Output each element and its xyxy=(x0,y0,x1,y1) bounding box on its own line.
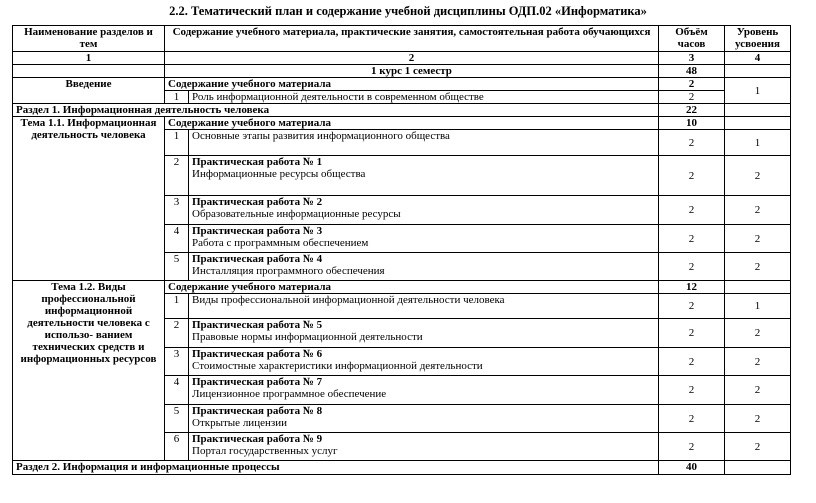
col-number-1: 1 xyxy=(13,52,165,65)
header-col3: Объём часов xyxy=(659,26,725,52)
topic12-name: Тема 1.2. Виды профессиональной информационной деятельности человека с использо- ванием технических средств и информационных ресурсов xyxy=(13,281,165,461)
topic11-content-label: Содержание учебного материала xyxy=(165,117,659,130)
item-text: Виды профессиональной информационной деятельности человека xyxy=(189,294,659,319)
intro-content-label: Содержание учебного материала xyxy=(165,78,659,91)
item-text: Открытые лицензии xyxy=(192,417,287,429)
item-hours: 2 xyxy=(659,376,725,405)
item-text: Роль информационной деятельности в современном обществе xyxy=(189,91,659,104)
item-text: Основные этапы развития информационного общества xyxy=(189,130,659,156)
section1-row xyxy=(13,104,791,117)
topic11-content-row xyxy=(13,117,791,130)
topic11-hours: 10 xyxy=(659,117,725,130)
item-hours: 2 xyxy=(659,253,725,281)
thematic-plan-table xyxy=(12,25,791,475)
item-number: 4 xyxy=(165,376,189,405)
header-col4: Уровень усвоения xyxy=(725,26,791,52)
section2-label: Раздел 2. Информация и информационные процессы xyxy=(13,461,659,475)
topic12-content-label: Содержание учебного материала xyxy=(165,281,659,294)
item-number: 1 xyxy=(165,130,189,156)
intro-hours: 2 xyxy=(659,78,725,91)
section2-row xyxy=(13,461,791,475)
item-number: 4 xyxy=(165,225,189,253)
col-number-2: 2 xyxy=(165,52,659,65)
item-hours: 2 xyxy=(659,319,725,348)
item-level: 2 xyxy=(725,433,791,461)
item-title: Практическая работа № 6 xyxy=(192,348,323,360)
item-level: 2 xyxy=(725,196,791,225)
item-level: 2 xyxy=(725,376,791,405)
item-level: 1 xyxy=(725,294,791,319)
item-number: 2 xyxy=(165,319,189,348)
col-number-4: 4 xyxy=(725,52,791,65)
item-level: 2 xyxy=(725,253,791,281)
section2-hours: 40 xyxy=(659,461,725,475)
header-col1: Наименование разделов и тем xyxy=(13,26,165,52)
item-hours: 2 xyxy=(659,294,725,319)
item-text: Образовательные информационные ресурсы xyxy=(192,208,401,220)
item-text: Стоимостные характеристики информационной деятельности xyxy=(192,360,483,372)
item-level: 2 xyxy=(725,405,791,433)
item-title: Практическая работа № 2 xyxy=(192,196,323,208)
item-title: Практическая работа № 9 xyxy=(192,433,323,445)
item-title: Практическая работа № 4 xyxy=(192,253,323,265)
item-hours: 2 xyxy=(659,348,725,376)
topic12-hours: 12 xyxy=(659,281,725,294)
item-hours: 2 xyxy=(659,225,725,253)
item-level: 2 xyxy=(725,225,791,253)
item-hours: 2 xyxy=(659,91,725,104)
item-text: Портал государственных услуг xyxy=(192,445,338,457)
item-hours: 2 xyxy=(659,196,725,225)
item-level: 2 xyxy=(725,156,791,196)
item-hours: 2 xyxy=(659,156,725,196)
item-text: Лицензионное программное обеспечение xyxy=(192,388,387,400)
item-number: 1 xyxy=(165,294,189,319)
item-title: Практическая работа № 8 xyxy=(192,405,323,417)
item-title: Практическая работа № 3 xyxy=(192,225,323,237)
col-number-3: 3 xyxy=(659,52,725,65)
course-hours: 48 xyxy=(659,65,725,78)
item-number: 1 xyxy=(165,91,189,104)
item-title: Практическая работа № 7 xyxy=(192,376,323,388)
item-number: 5 xyxy=(165,405,189,433)
item-number: 6 xyxy=(165,433,189,461)
intro-name: Введение xyxy=(13,78,165,104)
intro-level: 1 xyxy=(725,78,791,104)
item-text: Работа с программным обеспечением xyxy=(192,237,369,249)
item-level: 2 xyxy=(725,348,791,376)
table-header-row xyxy=(13,26,791,52)
item-level: 2 xyxy=(725,319,791,348)
item-number: 2 xyxy=(165,156,189,196)
item-text: Инсталляция программного обеспечения xyxy=(192,265,385,277)
item-hours: 2 xyxy=(659,130,725,156)
page-title: 2.2. Тематический план и содержание учебной дисциплины ОДП.02 «Информатика» xyxy=(169,4,647,18)
item-level: 1 xyxy=(725,130,791,156)
section1-hours: 22 xyxy=(659,104,725,117)
course-label: 1 курс 1 семестр xyxy=(165,65,659,78)
topic11-name: Тема 1.1. Информационная деятельность человека xyxy=(13,117,165,281)
column-numbers-row xyxy=(13,52,791,65)
item-text: Информационные ресурсы общества xyxy=(192,168,366,180)
item-title: Практическая работа № 1 xyxy=(192,156,323,168)
item-number: 3 xyxy=(165,348,189,376)
section1-label: Раздел 1. Информационная деятельность человека xyxy=(13,104,659,117)
course-row xyxy=(13,65,791,78)
item-text: Правовые нормы информационной деятельности xyxy=(192,331,423,343)
item-hours: 2 xyxy=(659,433,725,461)
intro-content-row xyxy=(13,78,791,91)
item-number: 5 xyxy=(165,253,189,281)
item-number: 3 xyxy=(165,196,189,225)
item-title: Практическая работа № 5 xyxy=(192,319,323,331)
header-col2: Содержание учебного материала, практические занятия, самостоятельная работа обучающихся xyxy=(165,26,659,52)
topic12-content-row xyxy=(13,281,791,294)
item-hours: 2 xyxy=(659,405,725,433)
